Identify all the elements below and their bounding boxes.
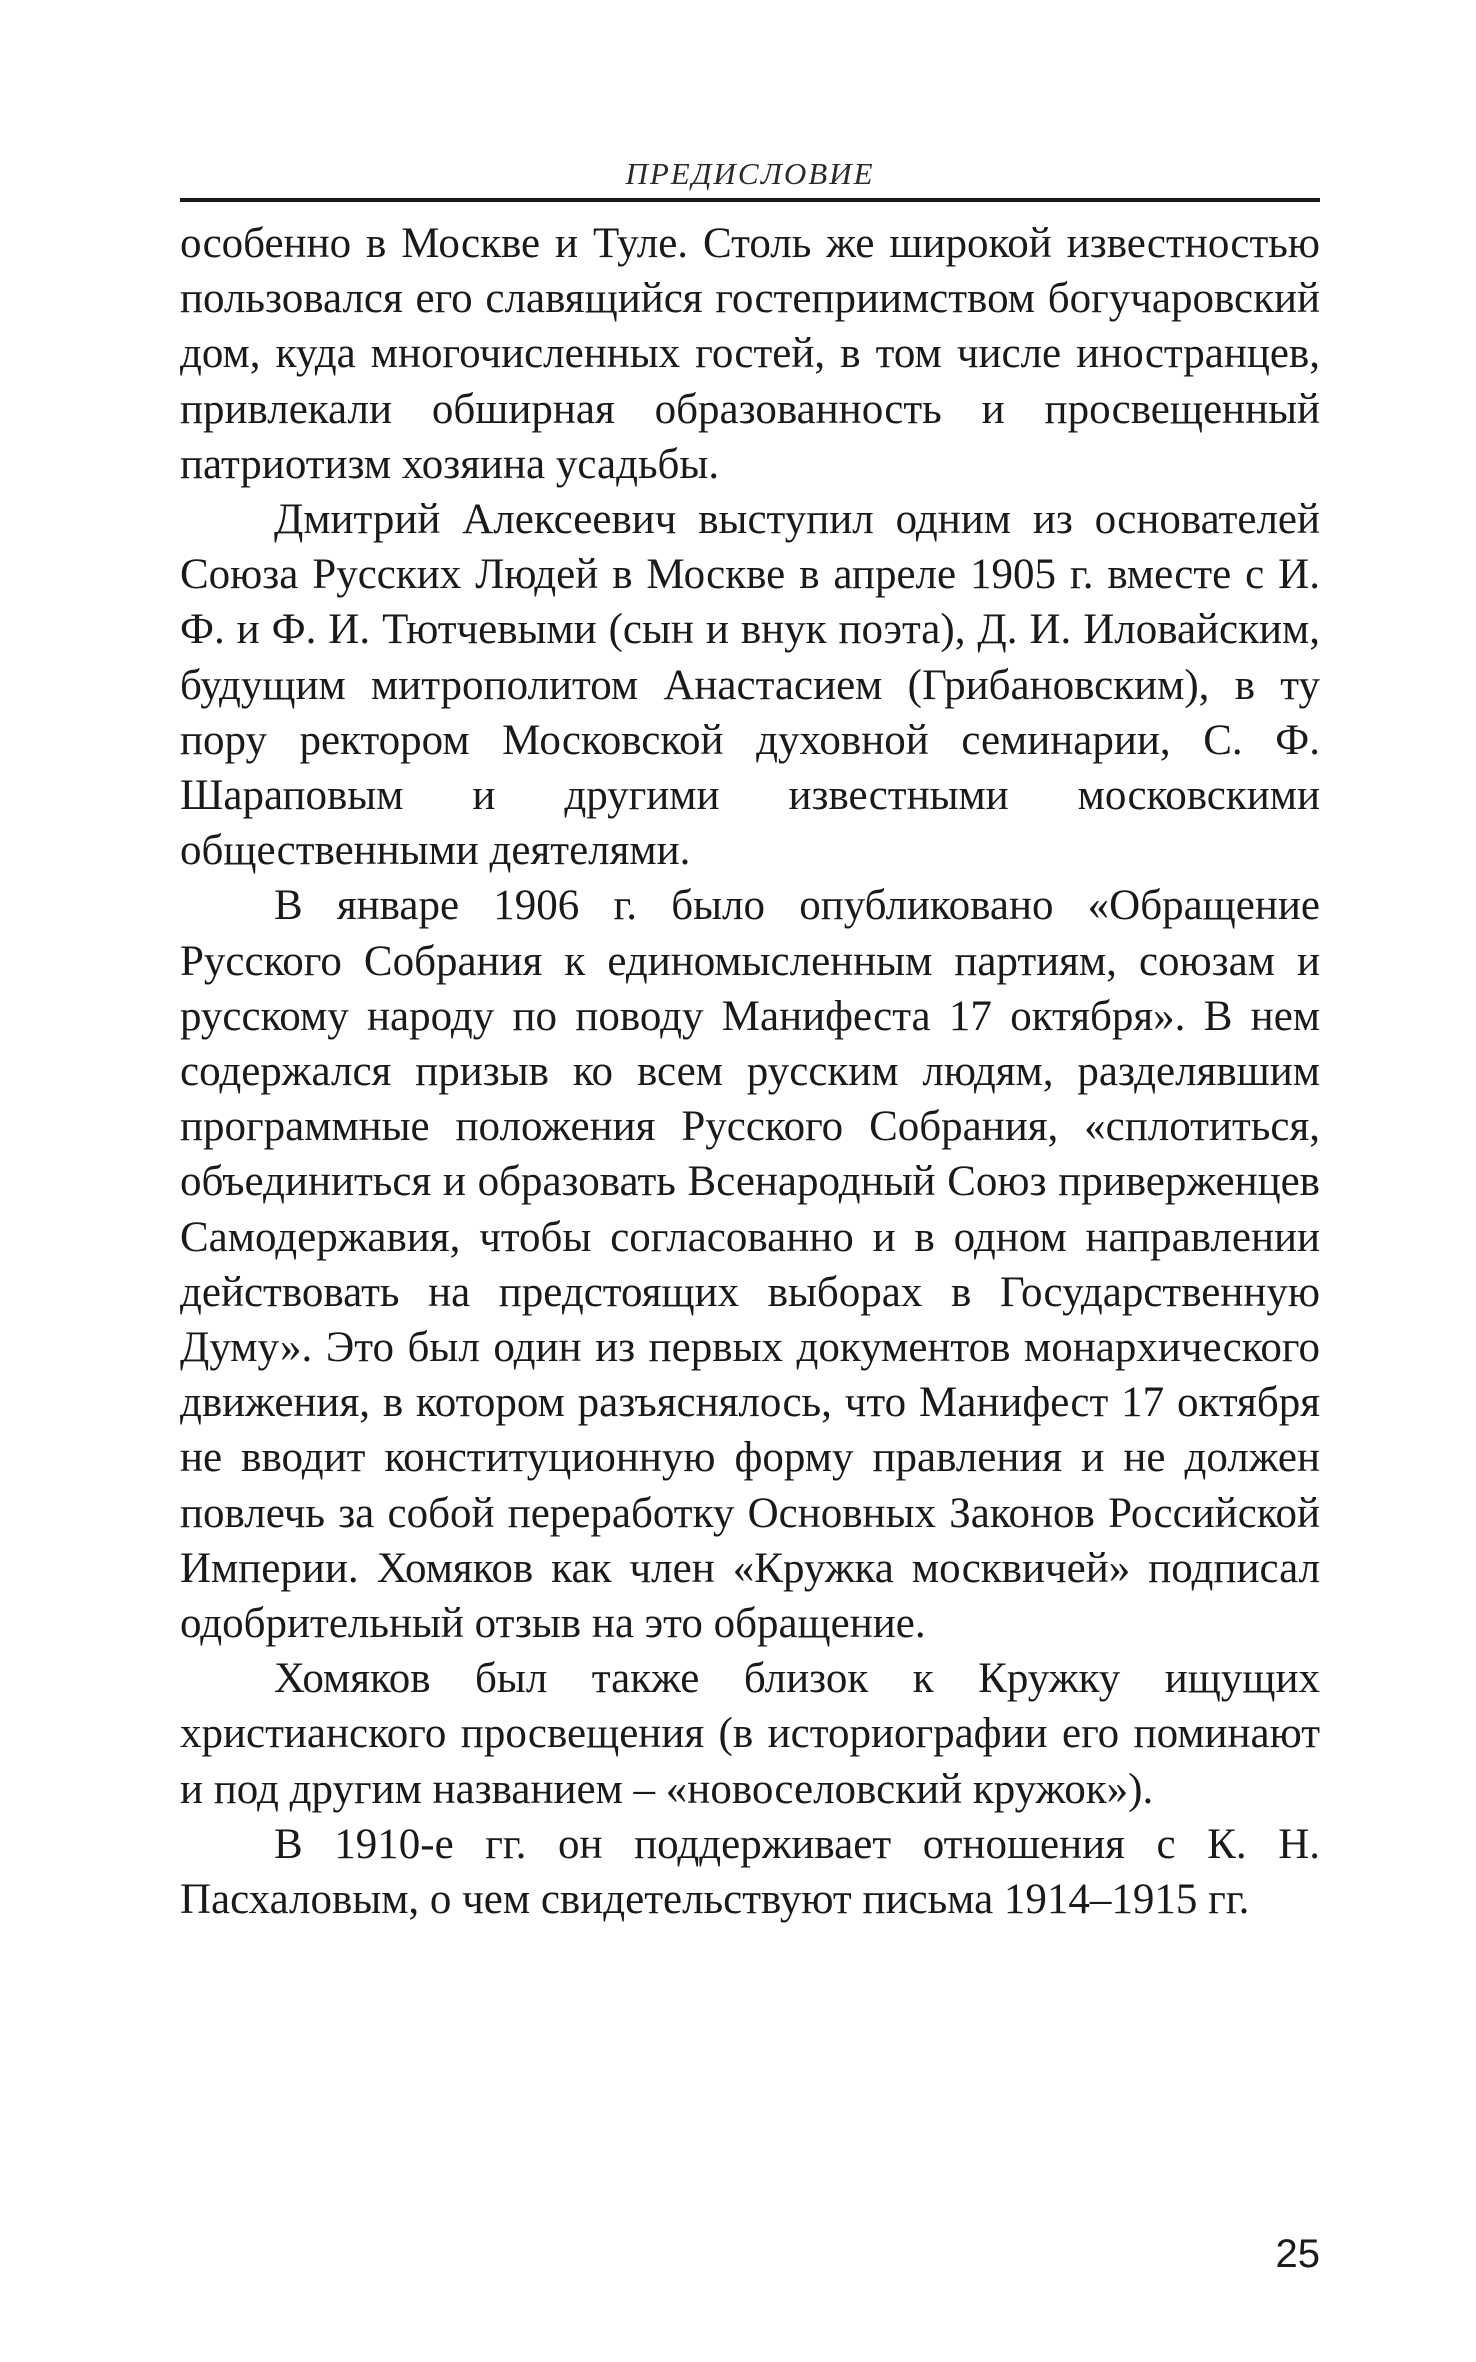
body-text xyxy=(180,216,1320,1927)
page-number: 25 xyxy=(1275,2232,1320,2276)
paragraph-2: Дмитрий Алексеевич выступил одним из основателей Союза Русских Людей в Москве в апреле 1905 г. вместе с И. Ф. и Ф. И. Тютчевыми (сын и внук поэта), Д. И. Иловайским, будущим митрополитом Анастасием (Грибановским), в ту пору ректором Московской духовной семинарии, С. Ф. Шараповым и другими известными московскими общественными деятелями. xyxy=(180,496,1320,875)
paragraph-4: Хомяков был также близок к Кружку ищущих христианского просвещения (в историографии его поминают и под другим названием – «новоселовский кружок»). xyxy=(180,1655,1320,1813)
running-header xyxy=(180,140,1320,202)
paragraph-3: В январе 1906 г. было опубликовано «Обращение Русского Собрания к единомысленным партиям, союзам и русскому народу по поводу Манифеста 17 октября». В нем содержался призыв ко всем русским людям, разделявшим программные положения Русского Собрания, «сплотиться, объединиться и образовать Всенародный Союз приверженцев Самодержавия, чтобы согласованно и в одном направлении действовать на предстоящих выборах в Государственную Думу». Это был один из первых документов монархического движения, в котором разъяснялось, что Манифест 17 октября не вводит конституционную форму правления и не должен повлечь за собой переработку Основных Законов Российской Империи. Хомяков как член «Кружка москвичей» подписал одобрительный отзыв на это обращение. xyxy=(180,882,1320,1648)
running-header-title: ПРЕДИСЛОВИЕ xyxy=(625,156,875,191)
book-page xyxy=(180,140,1320,2276)
paragraph-1: особенно в Москве и Туле. Столь же широкой известностью пользовался его славящийся гостеприимством богучаровский дом, куда многочисленных гостей, в том числе иностранцев, привлекали обширная образованность и просвещенный патриотизм хозяина усадьбы. xyxy=(180,220,1320,488)
paragraph-5: В 1910-е гг. он поддерживает отношения с К. Н. Пасхаловым, о чем свидетельствуют письма 1914–1915 гг. xyxy=(180,1820,1320,1924)
